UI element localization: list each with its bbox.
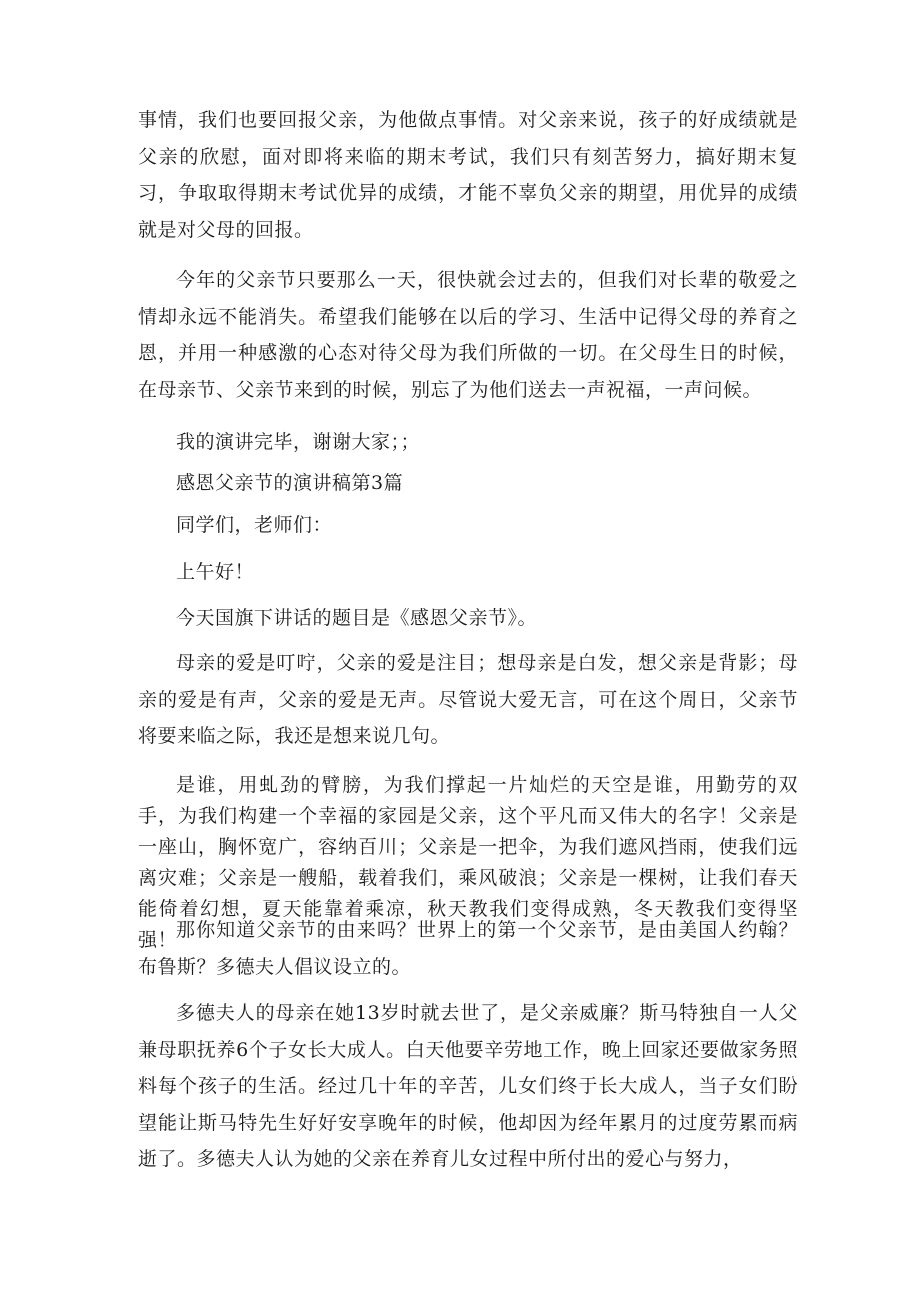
paragraph-speech-end: 我的演讲完毕，谢谢大家；；: [176, 431, 421, 453]
paragraph-dodd-story: 多德夫人的母亲在她13岁时就去世了，是父亲威廉？斯马特独自一人父兼母职抚养6个子女长大成人。白天他要辛劳地工作，晚上回家还要做家务照料每个孩子的生活。经过几十年的辛苦，儿女们终于长大成人，当子女们盼望能让斯马特先生好好安享晚年的时候，他却因为经年累月的过度劳累而病逝了。多德夫人认为她的父亲在养育儿女过程中所付出的爱心与努力，: [138, 1002, 798, 1170]
paragraph-origin-question: 那你知道父亲节的由来吗？世界上的第一个父亲节，是由美国人约翰？布鲁斯？多德夫人倡议设立的。: [138, 919, 798, 978]
paragraph-fathers-day-gratitude: 今年的父亲节只要那么一天，很快就会过去的，但我们对长辈的敬爱之情却永远不能消失。希望我们能够在以后的学习、生活中记得父母的养育之恩，并用一种感激的心态对待父母为我们所做的一切。在父母生日的时候，在母亲节、父亲节来到的时候，别忘了为他们送去一声祝福，一声问候。: [138, 269, 798, 401]
section-heading-speech-3: 感恩父亲节的演讲稿第3篇: [176, 472, 404, 494]
paragraph-return-to-father: 事情，我们也要回报父亲，为他做点事情。对父亲来说，孩子的好成绩就是父亲的欣慰，面对即将来临的期末考试，我们只有刻苦努力，搞好期末复习，争取取得期末考试优异的成绩，才能不辜负父亲的期望，用优异的成绩就是对父母的回报。: [138, 109, 798, 241]
paragraph-mother-father-love: 母亲的爱是叮咛，父亲的爱是注目；想母亲是白发，想父亲是背影；母亲的爱是有声，父亲的爱是无声。尽管说大爱无言，可在这个周日，父亲节将要来临之际，我还是想来说几句。: [138, 652, 798, 747]
paragraph-who-is-father: 是谁，用虬劲的臂膀，为我们撑起一片灿烂的天空是谁，用勤劳的双手，为我们构建一个幸福的家园是父亲，这个平凡而又伟大的名字！父亲是一座山，胸怀宽广，容纳百川；父亲是一把伞，为我们遮风挡雨，使我们远离灾难；父亲是一艘船，载着我们，乘风破浪；父亲是一棵树，让我们春天能倚着幻想，夏天能靠着乘凉，秋天教我们变得成熟，冬天教我们变得坚强！: [138, 774, 798, 951]
paragraph-good-morning: 上午好！: [176, 561, 255, 583]
paragraph-speech-topic: 今天国旗下讲话的题目是《感恩父亲节》。: [176, 607, 538, 629]
paragraph-greeting-audience: 同学们，老师们：: [176, 514, 333, 536]
